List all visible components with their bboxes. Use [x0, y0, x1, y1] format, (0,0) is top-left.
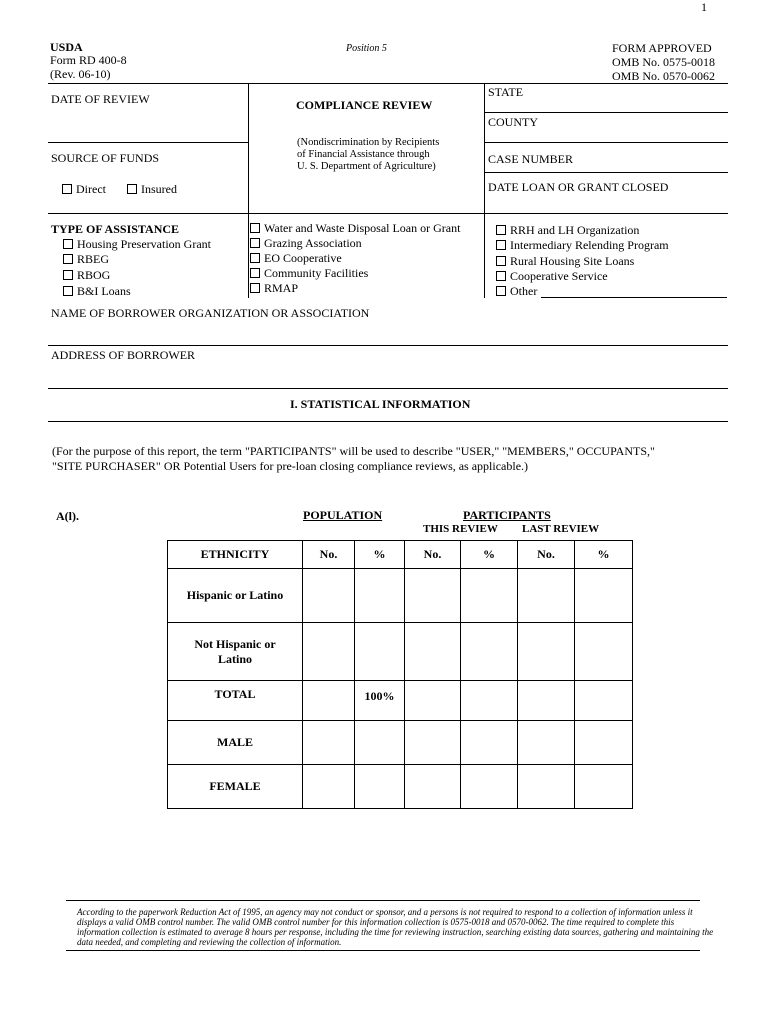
ethnicity-table: [167, 540, 633, 809]
direct-label: Direct: [76, 182, 106, 196]
checkbox-icon: [250, 283, 260, 293]
column-header: No.: [405, 541, 461, 569]
table-cell[interactable]: [575, 569, 633, 623]
assist-checkbox[interactable]: [63, 252, 109, 266]
column-header: %: [575, 541, 633, 569]
table-cell[interactable]: [303, 765, 355, 809]
assist-label: Other: [510, 284, 538, 298]
assist-label: RRH and LH Organization: [510, 223, 640, 237]
table-cell[interactable]: [303, 569, 355, 623]
table-header-row: [168, 541, 633, 569]
checkbox-icon: [63, 270, 73, 280]
table-cell[interactable]: [461, 681, 518, 721]
assist-checkbox[interactable]: [250, 266, 368, 280]
divider: [484, 83, 485, 213]
form-subtitle: [297, 137, 439, 173]
table-cell[interactable]: [575, 721, 633, 765]
position-label: Position 5: [346, 43, 387, 54]
divider: [248, 83, 249, 213]
borrower-address-label: ADDRESS OF BORROWER: [51, 348, 196, 362]
divider: [484, 112, 728, 113]
divider: [484, 142, 728, 143]
county-label: COUNTY: [488, 115, 538, 129]
assist-label: EO Cooperative: [264, 251, 342, 265]
assist-label: Community Facilities: [264, 266, 369, 280]
other-fill-line[interactable]: [541, 297, 727, 298]
assist-label: RBOG: [77, 268, 111, 282]
agency-name: USDA: [50, 40, 83, 54]
column-header: No.: [518, 541, 575, 569]
subtitle-line: U. S. Department of Agriculture): [297, 161, 436, 172]
checkbox-icon: [250, 238, 260, 248]
table-cell[interactable]: [405, 569, 461, 623]
assist-checkbox[interactable]: [63, 284, 131, 298]
row-label: Hispanic or Latino: [168, 569, 303, 623]
table-cell[interactable]: [518, 623, 575, 681]
section-title: I. STATISTICAL INFORMATION: [290, 397, 471, 411]
assist-checkbox-other[interactable]: [496, 284, 537, 298]
table-cell[interactable]: [405, 765, 461, 809]
assist-label: Cooperative Service: [510, 269, 608, 283]
assist-label: Intermediary Relending Program: [510, 238, 669, 252]
divider: [484, 213, 485, 298]
divider: [48, 388, 728, 389]
divider: [66, 900, 700, 901]
column-header: %: [355, 541, 405, 569]
assist-checkbox[interactable]: [250, 281, 298, 295]
divider: [484, 172, 728, 173]
assist-label: RMAP: [264, 281, 299, 295]
assist-label: RBEG: [77, 252, 110, 266]
table-cell[interactable]: [405, 721, 461, 765]
table-cell[interactable]: [303, 721, 355, 765]
participants-heading: PARTICIPANTS: [463, 508, 551, 522]
assist-checkbox[interactable]: [250, 221, 460, 235]
subtitle-line: of Financial Assistance through: [297, 149, 430, 160]
insured-checkbox[interactable]: [127, 182, 177, 196]
table-cell[interactable]: [518, 681, 575, 721]
table-cell[interactable]: [461, 765, 518, 809]
population-heading: POPULATION: [303, 508, 383, 522]
table-cell[interactable]: [461, 721, 518, 765]
assist-checkbox[interactable]: [496, 223, 639, 237]
row-label-text: Not Hispanic or Latino: [194, 636, 276, 666]
table-cell[interactable]: [575, 681, 633, 721]
table-cell[interactable]: [355, 569, 405, 623]
table-cell[interactable]: [405, 623, 461, 681]
definition-paragraph-line: (For the purpose of this report, the term "PARTICIPANTS" will be used to describe "USER," "MEMBERS," OCCUPANTS,": [52, 444, 655, 458]
type-of-assistance-heading: TYPE OF ASSISTANCE: [51, 222, 180, 236]
checkbox-icon: [127, 184, 137, 194]
row-label: [168, 623, 303, 681]
assist-label: B&I Loans: [77, 284, 131, 298]
table-cell[interactable]: [303, 623, 355, 681]
subsection-label: A(l).: [56, 509, 79, 523]
table-cell: 100%: [355, 681, 405, 721]
table-cell[interactable]: [355, 721, 405, 765]
column-header: No.: [303, 541, 355, 569]
page-number: 1: [701, 0, 707, 14]
assist-checkbox[interactable]: [63, 268, 110, 282]
table-cell[interactable]: [303, 681, 355, 721]
divider: [48, 345, 728, 346]
divider: [66, 950, 700, 951]
assist-checkbox[interactable]: [496, 238, 669, 252]
table-row: [168, 569, 633, 623]
checkbox-icon: [496, 240, 506, 250]
divider: [48, 421, 728, 422]
row-label: TOTAL: [168, 681, 303, 721]
subtitle-line: (Nondiscrimination by Recipients: [297, 137, 440, 148]
checkbox-icon: [250, 268, 260, 278]
state-label: STATE: [488, 85, 524, 99]
table-row: [168, 623, 633, 681]
assist-label: Housing Preservation Grant: [77, 237, 211, 251]
table-cell[interactable]: [461, 569, 518, 623]
table-cell[interactable]: [461, 623, 518, 681]
table-cell[interactable]: [355, 623, 405, 681]
checkbox-icon: [496, 271, 506, 281]
table-cell[interactable]: [518, 721, 575, 765]
this-review-heading: THIS REVIEW: [423, 523, 498, 535]
definition-paragraph-line: "SITE PURCHASER" OR Potential Users for pre-loan closing compliance reviews, as applicable.): [52, 459, 529, 473]
checkbox-icon: [63, 254, 73, 264]
source-of-funds-label: SOURCE OF FUNDS: [51, 151, 160, 165]
table-cell[interactable]: [575, 623, 633, 681]
column-header: %: [461, 541, 518, 569]
form-number: Form RD 400-8: [50, 53, 127, 67]
divider: [48, 142, 248, 143]
form-approved: FORM APPROVED: [612, 41, 712, 55]
checkbox-icon: [62, 184, 72, 194]
last-review-heading: LAST REVIEW: [522, 523, 600, 535]
paperwork-notice: According to the paperwork Reduction Act of 1995, an agency may not conduct or sponsor, and a persons is not required to respond to a collection of information unless it displays a valid OMB control number. The valid OMB control number for this information collection is 0575-0018 and 0570-0062. The time required to complete this information collection is estimated to average 8 hours per response, including the time for reviewing instruction, searching existing data sources, gathering and maintaining the data needed, and completing and reviewing the collection of information.: [77, 907, 714, 947]
table-row: [168, 681, 633, 721]
table-cell[interactable]: [518, 765, 575, 809]
date-of-review-label: DATE OF REVIEW: [51, 92, 150, 106]
form-revision: (Rev. 06-10): [50, 67, 111, 81]
omb-number-2: OMB No. 0570-0062: [612, 69, 716, 83]
divider: [48, 213, 728, 214]
table-row: [168, 765, 633, 809]
assist-checkbox[interactable]: [496, 254, 634, 268]
checkbox-icon: [496, 286, 506, 296]
row-label: FEMALE: [168, 765, 303, 809]
table-row: [168, 721, 633, 765]
checkbox-icon: [496, 225, 506, 235]
column-header: ETHNICITY: [168, 541, 303, 569]
row-label: MALE: [168, 721, 303, 765]
assist-checkbox[interactable]: [250, 251, 342, 265]
assist-label: Grazing Association: [264, 236, 362, 250]
date-closed-label: DATE LOAN OR GRANT CLOSED: [488, 180, 669, 194]
checkbox-icon: [63, 239, 73, 249]
assist-checkbox[interactable]: [496, 269, 608, 283]
assist-checkbox[interactable]: [250, 236, 362, 250]
assist-checkbox[interactable]: [63, 237, 211, 251]
table-cell[interactable]: [518, 569, 575, 623]
direct-checkbox[interactable]: [62, 182, 106, 196]
table-cell[interactable]: [405, 681, 461, 721]
table-cell[interactable]: [575, 765, 633, 809]
checkbox-icon: [496, 256, 506, 266]
omb-number-1: OMB No. 0575-0018: [612, 55, 716, 69]
checkbox-icon: [250, 253, 260, 263]
table-cell[interactable]: [355, 765, 405, 809]
divider: [248, 213, 249, 298]
assist-label: Water and Waste Disposal Loan or Grant: [264, 221, 461, 235]
checkbox-icon: [250, 223, 260, 233]
case-number-label: CASE NUMBER: [488, 152, 574, 166]
checkbox-icon: [63, 286, 73, 296]
divider: [48, 83, 728, 84]
insured-label: Insured: [141, 182, 177, 196]
form-title: COMPLIANCE REVIEW: [296, 98, 433, 112]
borrower-name-label: NAME OF BORROWER ORGANIZATION OR ASSOCIATION: [51, 306, 370, 320]
assist-label: Rural Housing Site Loans: [510, 254, 635, 268]
